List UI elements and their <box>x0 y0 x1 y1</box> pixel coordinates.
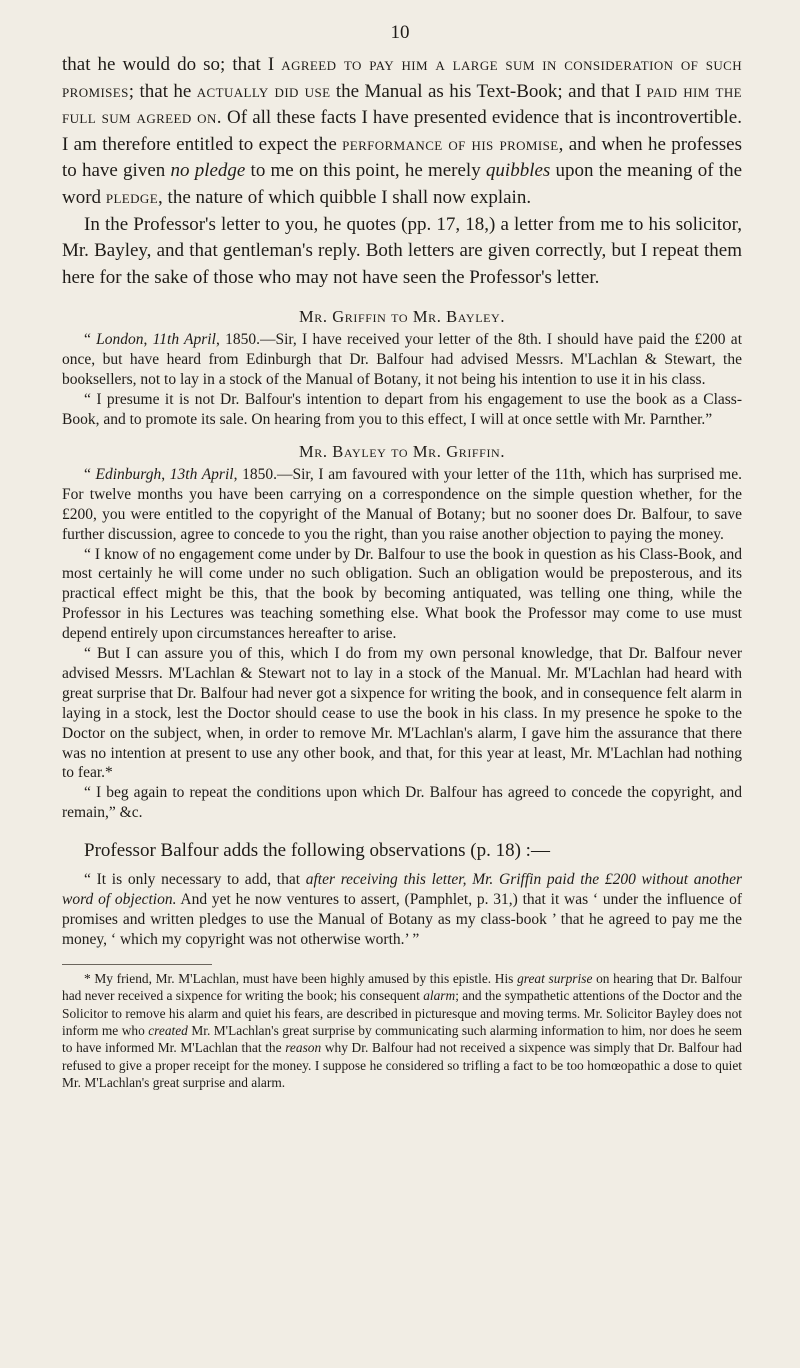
italic-run: quibbles <box>485 160 551 182</box>
footnote <box>62 970 742 1091</box>
letter-heading-griffin-to-bayley: Mr. Griffin to Mr. Bayley. <box>298 307 506 327</box>
letter-bayley-to-griffin <box>62 465 742 823</box>
text-run: Of all these facts I have presented evidence that is incontrovertible. I am therefore entitled to expect the <box>62 107 742 155</box>
smallcaps-run: actually did use <box>196 80 331 102</box>
quote-paragraph <box>62 870 742 950</box>
smallcaps-run: pledge <box>105 186 159 208</box>
letter-date: 11th April <box>152 331 216 349</box>
letter-griffin-to-bayley <box>62 330 742 430</box>
observations-intro: Professor Balfour adds the following observations (p. 18) :— <box>84 840 550 862</box>
letter-paragraph: “ I presume it is not Dr. Balfour's intention to depart from his engagement to use the book as a Class-Book, and to promote its sale. On hearing from you to this effect, I will at once settle with Mr. Parnther.” <box>62 391 742 428</box>
text-run: Mr. M'Lachlan's great surprise by communicating such alarming information to him, nor does he seem to have informed Mr. M'Lachlan that the <box>62 1023 742 1056</box>
letter-paragraph: “ London, 11th April, 1850.—Sir, I have received your letter of the 8th. I should have paid the £200 at once, but have heard from Edinburgh that Dr. Balfour had advised Messrs. M'Lachlan & Stewart, the booksellers, not to lay in a stock of the Manual of Botany, it not being his intention to use it in his class. <box>62 331 742 389</box>
letter-place: Edinburgh <box>95 465 162 483</box>
text-run: , and when he professes to have given <box>62 133 742 182</box>
text-run: ; that he <box>128 80 197 102</box>
text-run: on hearing that Dr. Balfour had never received a sixpence for writing the book; his consequent <box>62 971 742 1004</box>
smallcaps-run: agreed to pay him a large sum in consideration of such promises <box>62 54 743 102</box>
text-run: * My friend, Mr. M'Lachlan, must have been highly amused by this epistle. His <box>84 971 518 987</box>
text-run: upon the meaning of the word <box>62 160 743 208</box>
letter-place: London <box>96 331 144 349</box>
italic-run: no pledge <box>170 160 246 182</box>
italic-run: after receiving this letter, Mr. Griffin paid the £200 without another word of objection. <box>62 871 742 909</box>
text-run: And yet he now ventures to assert, (Pamphlet, p. 31,) that it was ‘ under the influence of promises and written pledges to use the Manual of Botany as my class-book ’ that he agreed to pay me the money, ‘ which my copyright was not otherwise worth.’ ” <box>62 891 742 949</box>
observations-quote <box>62 870 742 950</box>
footnote-divider <box>62 964 212 965</box>
letter-paragraph: “ I beg again to repeat the conditions upon which Dr. Balfour has agreed to concede the copyright, and remain,” &c. <box>62 784 742 822</box>
text-run: , the nature of which quibble I shall now explain. <box>158 186 532 208</box>
italic-run: created <box>148 1023 188 1039</box>
intro-paragraph <box>62 52 742 212</box>
intro-paragraph-2: In the Professor's letter to you, he quotes (pp. 17, 18,) a letter from me to his solicitor, Mr. Bayley, and that gentleman's reply. Both letters are given correctly, but I repeat them here for the sake of those who may not have seen the Professor's letter. <box>62 213 742 288</box>
letter-date: 13th April <box>169 465 234 483</box>
text-run: , 1850.—Sir, I have received your letter of the 8th. I should have paid the £200 at once, but have heard from Edinburgh that Dr. Balfour had advised Messrs. M'Lachlan & Stewart, the booksellers, not to lay in a stock of the Manual of Botany, it not being his intention to use it in his class. <box>62 331 742 389</box>
italic-run: reason <box>285 1040 322 1056</box>
letter-paragraph: “ But I can assure you of this, which I do from my own personal knowledge, that Dr. Balfour never advised Messrs. M'Lachlan & Stewart not to lay in a stock of the Manual. Mr. M'Lachlan had heard with great surprise that Dr. Balfour had never got a sixpence for writing the book, and in consequence felt alarm in laying in a stock, lest the Doctor should cease to use the book in his class. In my presence he spoke to the Doctor on the subject, when, in order to remove Mr. M'Lachlan's alarm, I gave him the assurance that there was no intention at present to use any other book, and that, for this year at least, Mr. M'Lachlan had nothing to fear.* <box>62 645 742 782</box>
letter-paragraph: “ Edinburgh, 13th April, 1850.—Sir, I am favoured with your letter of the 11th, which has surprised me. For twelve months you have been carrying on a correspondence on the simple question whether, for the £200, you were entitled to the copyright of the Manual of Botany; but no sooner does Dr. Balfour, to save further discussion, agree to concede to you the right, than you raise another objection to paying the money. <box>62 465 742 543</box>
text-run: “ It is only necessary to add, that <box>84 871 306 889</box>
text-run: why Dr. Balfour had not received a sixpence was simply that Dr. Balfour had refused to give a proper receipt for the money. I suppose he considered so trifling a fact to be too homœopathic a dose to quiet Mr. M'Lachlan's great surprise and alarm. <box>62 1040 742 1090</box>
letter-heading-bayley-to-griffin: Mr. Bayley to Mr. Griffin. <box>298 441 506 461</box>
text-run: , 1850.—Sir, I am favoured with your letter of the 11th, which has surprised me. For twelve months you have been carrying on a correspondence on the simple question whether, for the £200, you were entitled to the copyright of the Manual of Botany; but no sooner does Dr. Balfour, to save further discussion, agree to concede to you the right, than you raise another objection to paying the money. <box>62 465 742 543</box>
italic-run: alarm <box>423 988 456 1004</box>
italic-run: great surprise <box>517 971 593 987</box>
text-run: to me on this point, he merely <box>245 160 486 182</box>
smallcaps-run: paid him the full sum agreed on. <box>62 80 742 129</box>
letter-paragraph: “ I know of no engagement come under by Dr. Balfour to use the book in question as his Class-Book, and most certainly he will come under no such obligation. Such an obligation would be preposterous, and its practical effect might be this, that the book by becoming antiquated, was telling one thing, while the Professor in his Lectures was teaching something else. What book the Professor may come to use must depend entirely upon circumstances hereafter to arise. <box>62 545 742 643</box>
text-run: that he would do so; that I <box>62 54 282 75</box>
smallcaps-run: performance of his promise <box>342 133 559 155</box>
intro-section <box>62 52 742 291</box>
text-run: the Manual as his Text-Book; and that I <box>330 80 647 102</box>
footnote-paragraph <box>62 970 742 1091</box>
page-number: 10 <box>390 22 410 43</box>
text-run: ; and the sympathetic attentions of the Doctor and the Solicitor to remove his alarm and quiet his fears, are described in picturesque and moving terms. Mr. Solicitor Bayley does not inform me who <box>62 988 742 1039</box>
